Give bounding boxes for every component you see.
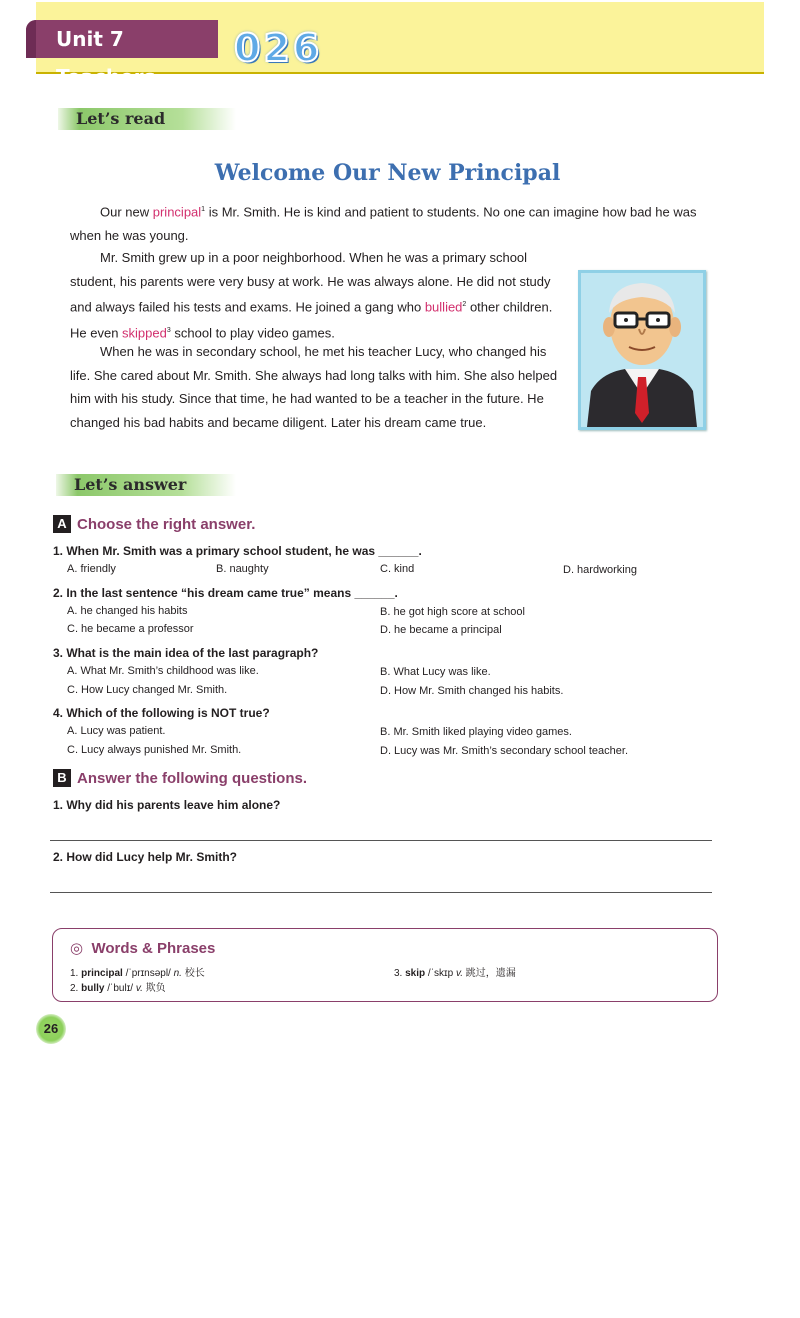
- word-entry-principal: 1. principal /ˈprɪnsəpl/ n. 校长: [70, 968, 205, 979]
- paragraph-2: Mr. Smith grew up in a poor neighborhood. When he was a primary school student, his parents were very busy at work. He was always alone. He did not study and always failed his tests and exams. He joined a gang who bullied$^2$ other children. He even skipped$^3$ school to play video games.: [70, 250, 553, 341]
- word-principal: principal: [152, 204, 202, 220]
- day-number: 026: [234, 26, 323, 70]
- reading-title: Welcome Our New Principal: [214, 160, 561, 186]
- q2-option-a: A. he changed his habits: [67, 605, 188, 617]
- unit-label: Unit 7 Teachers: [26, 20, 218, 58]
- page-number: 26: [36, 1014, 66, 1044]
- q3-option-c: C. How Lucy changed Mr. Smith.: [67, 684, 228, 696]
- q1-option-b: B. naughty: [216, 563, 269, 575]
- question-2: 2. In the last sentence “his dream came true” means ______.: [53, 586, 398, 600]
- q3-option-b: B. What Lucy was like.: [380, 666, 491, 678]
- q4-option-c: C. Lucy always punished Mr. Smith.: [67, 744, 242, 756]
- word-skipped: skipped: [122, 325, 167, 341]
- question-3: 3. What is the main idea of the last paragraph?: [53, 646, 319, 660]
- q1-option-c: C. kind: [380, 563, 415, 575]
- bullseye-icon: ◎: [70, 940, 84, 957]
- lets-answer-label: Let’s answer: [56, 474, 236, 496]
- lets-read-label: Let’s read: [58, 108, 236, 130]
- part-a-letter: A: [53, 515, 71, 533]
- q4-option-a: A. Lucy was patient.: [67, 725, 166, 737]
- answer-line-2[interactable]: [50, 892, 712, 893]
- answer-line-1[interactable]: [50, 840, 712, 841]
- q2-option-c: C. he became a professor: [67, 623, 194, 635]
- principal-portrait: [578, 270, 706, 430]
- words-phrases-title: ◎ Words & Phrases: [70, 940, 216, 957]
- q2-option-b: B. he got high score at school: [380, 606, 525, 618]
- paragraph-1: Our new principal$^1$ is Mr. Smith. He is kind and patient to students. No one can imagine how bad he was when he was young.: [70, 204, 697, 243]
- question-b1: 1. Why did his parents leave him alone?: [53, 798, 281, 812]
- part-b-letter: B: [53, 769, 71, 787]
- q2-option-d: D. he became a principal: [380, 624, 502, 636]
- q1-option-d: D. hardworking: [563, 564, 637, 576]
- q1-option-a: A. friendly: [67, 563, 116, 575]
- word-entry-skip: 3. skip /ˈskɪp v. 跳过，遗漏: [394, 968, 516, 979]
- part-a-heading: A Choose the right answer.: [53, 515, 255, 533]
- q3-option-d: D. How Mr. Smith changed his habits.: [380, 685, 564, 697]
- word-bullied: bullied: [424, 299, 463, 315]
- part-b-heading: B Answer the following questions.: [53, 769, 307, 787]
- q4-option-d: D. Lucy was Mr. Smith’s secondary school teacher.: [380, 745, 629, 757]
- question-4: 4. Which of the following is NOT true?: [53, 706, 270, 720]
- question-1: 1. When Mr. Smith was a primary school student, he was ______.: [53, 544, 422, 558]
- question-b2: 2. How did Lucy help Mr. Smith?: [53, 850, 238, 864]
- q4-option-b: B. Mr. Smith liked playing video games.: [380, 726, 572, 738]
- q3-option-a: A. What Mr. Smith’s childhood was like.: [67, 665, 259, 677]
- paragraph-3: When he was in secondary school, he met his teacher Lucy, who changed his life. She cared about Mr. Smith. She always had long talks with him. She also helped him with his study. Since that time, he had wanted to be a teacher in the future. He changed his bad habits and became diligent. Later his dream came true.: [70, 344, 558, 430]
- word-entry-bully: 2. bully /ˈbulɪ/ v. 欺负: [70, 983, 166, 994]
